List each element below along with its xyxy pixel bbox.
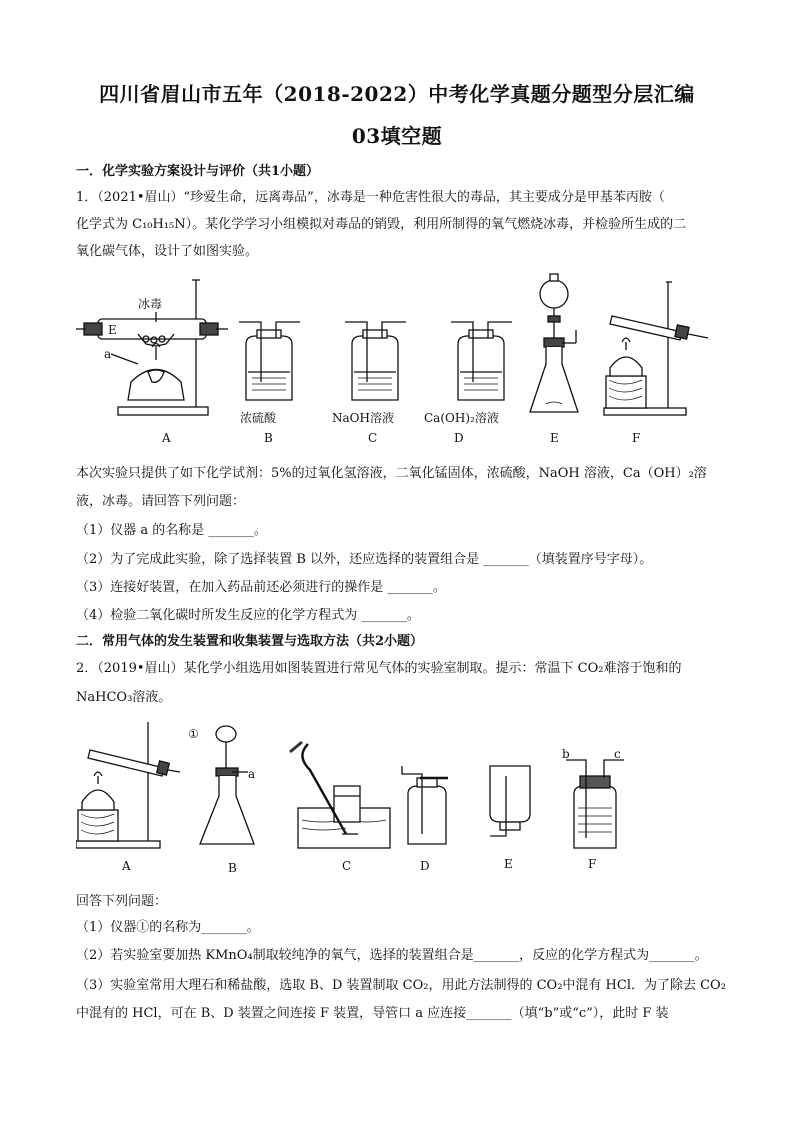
label-circle-1: ① — [188, 727, 199, 741]
question-1-subquestion-3: （3）连接好装置，在加入药品前还必须进行的操作是 _______。 — [76, 580, 446, 595]
label-a: a — [104, 347, 112, 361]
apparatus-F — [604, 282, 708, 415]
letter-B: B — [264, 431, 273, 445]
apparatus-B — [200, 726, 254, 844]
letter-A: A — [162, 431, 171, 445]
reagent-D: Ca(OH)₂溶液 — [424, 411, 499, 425]
question-1-text: 化学式为 C₁₀H₁₅N）。某化学学习小组模拟对毒品的销毁，利用所制得的氧气燃烧冰毒，并检验所生成的二 — [76, 217, 687, 232]
question-1-subquestion-4: （4）检验二氧化碳时所发生反应的化学方程式为 _______。 — [76, 608, 420, 623]
apparatus-A — [76, 722, 180, 848]
document-subtitle: 03填空题 — [351, 124, 443, 148]
apparatus-C — [290, 742, 390, 848]
question-2-text: 2．（2019•眉山）某化学小组选用如图装置进行常见气体的实验室制取。提示：常温下 CO₂难溶于饱和的 — [76, 661, 682, 676]
letter-E: E — [504, 857, 513, 871]
letter-F: F — [588, 857, 597, 871]
question-2-subquestion-1: （1）仪器①的名称为_______。 — [76, 920, 260, 935]
reagent-B: 浓硫酸 — [240, 411, 277, 425]
section-heading-2: 二．常用气体的发生装置和收集装置与选取方法（共2小题） — [76, 634, 424, 649]
letter-A: A — [122, 859, 131, 873]
document-title: 四川省眉山市五年（2018-2022）中考化学真题分题型分层汇编 — [99, 82, 695, 106]
apparatus-C — [345, 322, 406, 400]
letter-D: D — [454, 431, 464, 445]
question-2-subquestion-3: （3）实验室常用大理石和稀盐酸，选取 B、D 装置制取 CO₂，用此方法制得的 CO₂中混有 HCl．为了除去 CO₂ — [76, 978, 726, 993]
letter-E: E — [550, 431, 559, 445]
question-2-answer-intro: 回答下列问题： — [76, 894, 168, 909]
question-2-subquestion-3: 中混有的 HCl，可在 B、D 装置之间连接 F 装置，导管口 a 应连接_______（填“b”或“c”），此时 F 装 — [76, 1006, 669, 1021]
label-c: c — [614, 747, 621, 761]
question-1-text: 氧化碳气体，设计了如图实验。 — [76, 244, 259, 259]
letter-C: C — [342, 859, 352, 873]
apparatus-D — [402, 766, 448, 844]
figure-2-apparatus — [76, 716, 726, 880]
letter-F: F — [632, 431, 641, 445]
label-b: b — [562, 747, 570, 761]
question-1-text: 本次实验只提供了如下化学试剂：5%的过氧化氢溶液，二氧化锰固体，浓硫酸，NaOH 溶液，Ca（OH）₂溶 — [76, 466, 707, 481]
question-1-subquestion-2: （2）为了完成此实验，除了选择装置 B 以外，还应选择的装置组合是 _______（填装置序号字母）。 — [76, 552, 653, 567]
reagent-C: NaOH溶液 — [332, 411, 394, 425]
question-1-subquestion-1: （1）仪器 a 的名称是 _______。 — [76, 523, 267, 538]
svg-text:E: E — [108, 323, 117, 337]
figure-1-apparatus — [76, 272, 726, 448]
label-a: a — [248, 767, 256, 781]
question-1-text: 1．（2021•眉山）“珍爱生命，远离毒品”，冰毒是一种危害性很大的毒品，其主要成分是甲基苯丙胺（ — [76, 190, 665, 205]
apparatus-E — [490, 766, 530, 836]
letter-D: D — [420, 859, 430, 873]
apparatus-D — [451, 322, 512, 400]
section-heading-1: 一．化学实验方案设计与评价（共1小题） — [76, 164, 320, 179]
question-2-text: NaHCO₃溶液。 — [76, 690, 172, 705]
apparatus-B — [239, 322, 300, 400]
question-2-subquestion-2: （2）若实验室要加热 KMnO₄制取较纯净的氧气，选择的装置组合是_______，反应的化学方程式为_______。 — [76, 948, 708, 963]
letter-C: C — [368, 431, 378, 445]
label-bingdu: 冰毒 — [138, 297, 163, 311]
question-1-text: 液，冰毒。请回答下列问题： — [76, 494, 246, 509]
apparatus-F — [566, 760, 624, 848]
apparatus-E — [530, 274, 578, 412]
letter-B: B — [228, 861, 237, 875]
